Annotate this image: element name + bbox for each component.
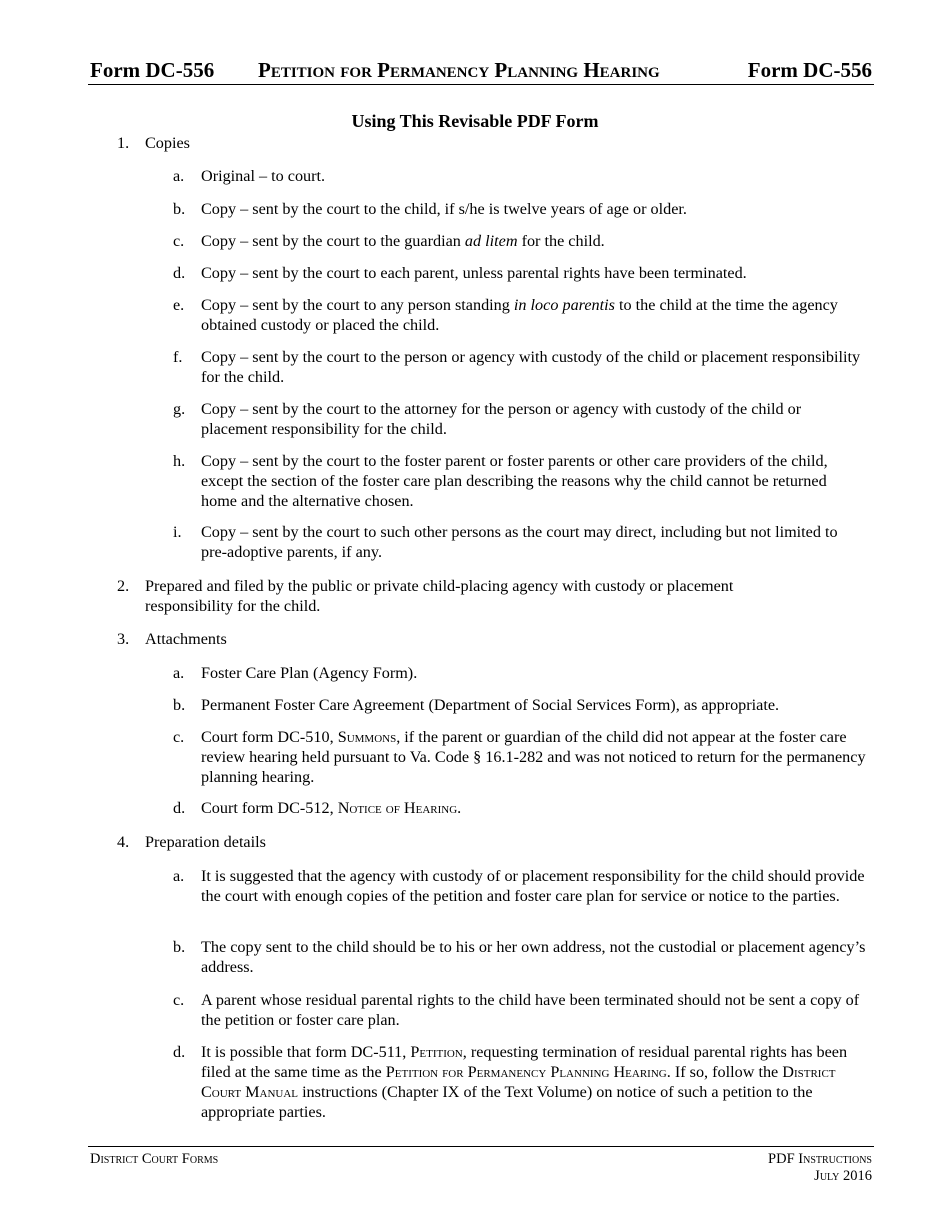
- subitem-text: Court form DC-512, Notice of Hearing.: [201, 799, 462, 817]
- page-header: [88, 56, 874, 85]
- subitem-text: Permanent Foster Care Agreement (Department of Social Services Form), as appropriate.: [201, 696, 780, 714]
- subitem-text: Copy – sent by the court to the person or agency with custody of the child or placement responsibility for the child.: [201, 348, 861, 386]
- subitem-letter: c.: [173, 232, 185, 250]
- subitem-letter: d.: [173, 264, 186, 282]
- section-title: Using This Revisable PDF Form: [351, 111, 599, 131]
- page-footer: [88, 1146, 874, 1184]
- subitem-text: It is possible that form DC-511, Petition, requesting termination of residual parental rights has been filed at the same time as the Petition for Permanency Planning Hearing. If so, follow the District Court Manual instructions (Chapter IX of the Text Volume) on notice of such a petition to the appropriate parties.: [201, 1043, 848, 1121]
- footer-right: [768, 1151, 872, 1185]
- subitem-letter: a.: [173, 167, 185, 185]
- subitem-letter: c.: [173, 728, 185, 746]
- item-number: 4.: [117, 833, 130, 851]
- footer-right-line2: July 2016: [814, 1168, 872, 1184]
- subitem-letter: f.: [173, 348, 183, 366]
- subitem-text: Copy – sent by the court to such other persons as the court may direct, including but not limited to pre-adoptive parents, if any.: [201, 523, 838, 561]
- subitem-letter: c.: [173, 991, 185, 1009]
- subitem-text: Foster Care Plan (Agency Form).: [201, 664, 418, 682]
- subitem-letter: b.: [173, 696, 186, 714]
- subitem-text: Copy – sent by the court to the attorney for the person or agency with custody of the child or placement responsibility for the child.: [201, 400, 802, 438]
- subitem-text: Copy – sent by the court to each parent, unless parental rights have been terminated.: [201, 264, 747, 282]
- subitem-text: Copy – sent by the court to the child, if s/he is twelve years of age or older.: [201, 200, 687, 218]
- subitem-text: Copy – sent by the court to the guardian ad litem for the child.: [201, 232, 605, 250]
- footer-left: District Court Forms: [90, 1151, 219, 1167]
- footer-right-line1: PDF Instructions: [768, 1151, 872, 1167]
- item-number: 3.: [117, 630, 130, 648]
- subitem-text: Original – to court.: [201, 167, 326, 185]
- subitem-letter: i.: [173, 523, 182, 541]
- item-number: 2.: [117, 577, 130, 595]
- subitem-letter: a.: [173, 867, 185, 885]
- subitem-text: Court form DC-510, Summons, if the parent or guardian of the child did not appear at the foster care review hearing held pursuant to Va. Code § 16.1-282 and was not noticed to return for the permanency planning hearing.: [201, 728, 866, 786]
- subitem-text: Copy – sent by the court to the foster parent or foster parents or other care providers of the child, except the section of the foster care plan describing the reasons why the child cannot be returned home and the alternative chosen.: [201, 452, 828, 510]
- item-label-preparation: Preparation details: [145, 833, 266, 851]
- subitem-letter: h.: [173, 452, 186, 470]
- item-label-copies: Copies: [145, 134, 190, 152]
- item-label-attachments: Attachments: [145, 630, 227, 648]
- item-number: 1.: [117, 134, 130, 152]
- subitem-text: It is suggested that the agency with custody of or placement responsibility for the child should provide the court with enough copies of the petition and foster care plan for service or notice to the parties.: [201, 867, 865, 905]
- subitem-text: Copy – sent by the court to any person standing in loco parentis to the child at the time the agency obtained custody or placed the child.: [201, 296, 838, 334]
- subitem-letter: a.: [173, 664, 185, 682]
- subitem-letter: d.: [173, 799, 186, 817]
- form-number-left: Form DC-556: [90, 58, 215, 82]
- subitem-text: A parent whose residual parental rights to the child have been terminated should not be sent a copy of the petition or foster care plan.: [201, 991, 860, 1029]
- form-title: Petition for Permanency Planning Hearing: [258, 58, 660, 82]
- subitem-letter: g.: [173, 400, 186, 418]
- subitem-text: The copy sent to the child should be to his or her own address, not the custodial or placement agency’s address.: [201, 938, 866, 976]
- subitem-letter: d.: [173, 1043, 186, 1061]
- form-number-right: Form DC-556: [747, 58, 872, 82]
- item-text-prepared: Prepared and filed by the public or private child-placing agency with custody or placement responsibility for the child.: [145, 577, 734, 615]
- subitem-letter: b.: [173, 938, 186, 956]
- subitem-letter: e.: [173, 296, 185, 314]
- subitem-letter: b.: [173, 200, 186, 218]
